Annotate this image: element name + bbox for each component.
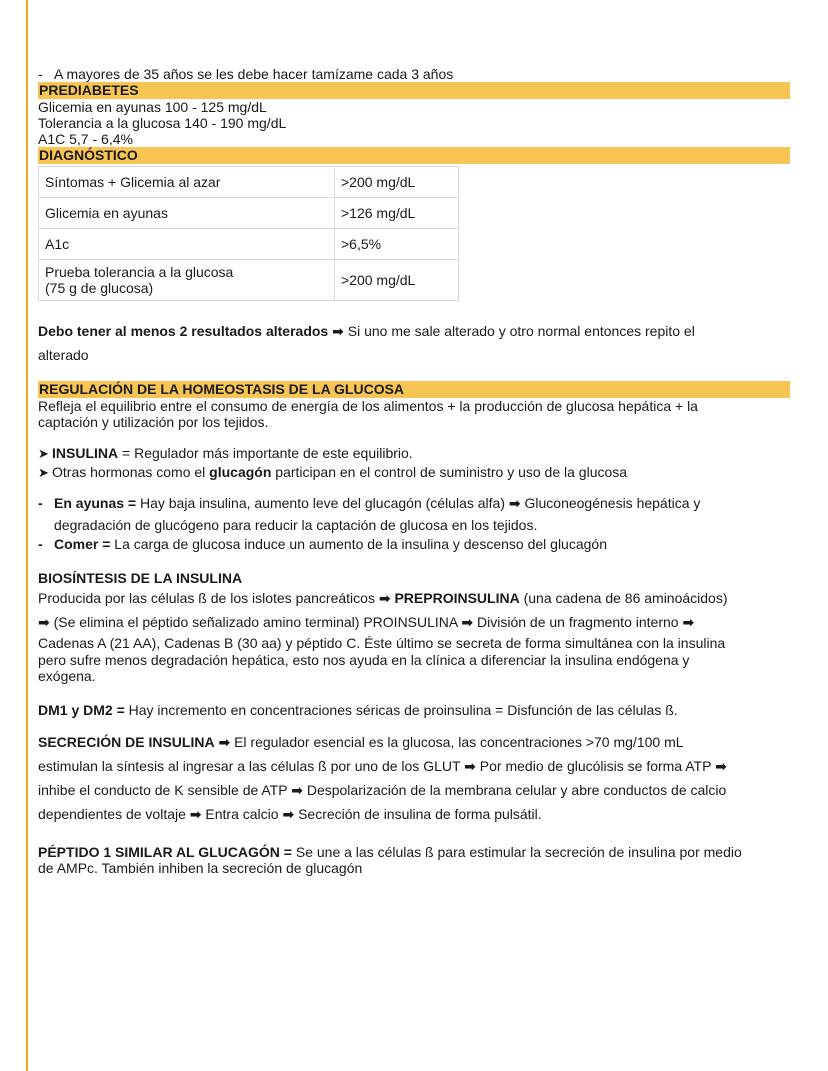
document-page: [38, 66, 790, 876]
regulacion-heading: REGULACIÓN DE LA HOMEOSTASIS DE LA GLUCOSA: [38, 381, 790, 398]
criterion-cell: A1c: [39, 229, 335, 260]
arrow-icon: ➡: [332, 323, 344, 339]
criterion-cell: Síntomas + Glicemia al azar: [39, 167, 335, 198]
biosintesis-section: BIOSÍNTESIS DE LA INSULINA Producida por las células ß de los islotes pancreáticos ➡ PREPROINSULINA (una cadena de 86 aminoácidos) ➡ (Se elimina el péptido señalizado amino terminal) PROINSULINA ➡ División de un fragmento interno ➡ Cadenas A (21 AA), Cadenas B (30 aa) y péptido C. Éste último se secreta de forma simultánea con la insulina pero sufre menos degradación hepática, esto nos ayuda en la clínica a diferenciar la insulina endógena y exógena.: [38, 570, 790, 684]
arrow-icon: ➡: [38, 614, 50, 630]
dash-bullet: -: [38, 536, 43, 552]
glp1-section: PÉPTIDO 1 SIMILAR AL GLUCAGÓN = Se une a las células ß para estimular la secreción de insulina por medio de AMPc. También inhiben la secreción de glucagón: [38, 844, 742, 876]
dash-bullet: -: [38, 495, 43, 511]
arrow-icon: ➡: [291, 782, 303, 798]
arrow-icon: ➡: [378, 590, 391, 606]
secrecion-section: SECRECIÓN DE INSULINA ➡ El regulador esencial es la glucosa, las concentraciones >70 mg/100 mL estimulan la síntesis al ingresar a las células ß por uno de los GLUT ➡ Por medio de glucólisis se forma ATP ➡ inhibe el conducto de K sensible de ATP ➡ Despolarización de la membrana celular y abre conductos de calcio dependientes de voltaje ➡ Entra calcio ➡ Secreción de insulina de forma pulsátil.: [38, 734, 727, 822]
page-margin-line: [26, 0, 28, 1071]
prediabetes-line: A1C 5,7 - 6,4%: [38, 131, 133, 147]
regulacion-bullets: [38, 492, 790, 552]
triangle-bullet-icon: ➤: [38, 446, 49, 461]
biosintesis-heading: BIOSÍNTESIS DE LA INSULINA: [38, 570, 243, 586]
list-item: - Comer = La carga de glucosa induce un aumento de la insulina y descenso del glucagón: [38, 536, 607, 552]
value-cell: >6,5%: [335, 229, 459, 260]
list-item: ➤ INSULINA = Regulador más importante de este equilibrio.: [38, 445, 413, 461]
prediabetes-heading: PREDIABETES: [38, 82, 790, 99]
prediabetes-line: Tolerancia a la glucosa 140 - 190 mg/dL: [38, 115, 287, 131]
arrow-icon: ➡: [189, 806, 202, 822]
regulacion-list: [38, 444, 790, 482]
arrow-icon: ➡: [715, 758, 727, 774]
value-cell: >200 mg/dL: [335, 260, 459, 301]
list-item: ➤ Otras hormonas como el glucagón participan en el control de suministro y uso de la glucosa: [38, 464, 628, 480]
arrow-icon: ➡: [218, 734, 231, 750]
criterion-cell: Prueba tolerancia a la glucosa (75 g de glucosa): [39, 260, 335, 301]
table-row: [39, 260, 459, 301]
triangle-bullet-icon: ➤: [38, 465, 49, 480]
dash-bullet: -: [38, 66, 43, 82]
value-cell: >200 mg/dL: [335, 167, 459, 198]
arrow-icon: ➡: [461, 614, 474, 630]
intro-note: - A mayores de 35 años se les debe hacer tamízame cada 3 años: [38, 66, 454, 82]
dm-note: DM1 y DM2 = Hay incremento en concentraciones séricas de proinsulina = Disfunción de las células ß.: [38, 702, 678, 718]
diagnostico-heading: DIAGNÓSTICO: [38, 147, 790, 164]
diagnostic-criteria-table: [38, 166, 459, 301]
prediabetes-line: Glicemia en ayunas 100 - 125 mg/dL: [38, 99, 267, 115]
arrow-icon: ➡: [682, 614, 695, 630]
regulacion-text: captación y utilización por los tejidos.: [38, 414, 269, 430]
criterion-cell: Glicemia en ayunas: [39, 198, 335, 229]
table-row: [39, 167, 459, 198]
table-row: [39, 198, 459, 229]
arrow-icon: ➡: [464, 758, 476, 774]
diagnostico-note: Debo tener al menos 2 resultados alterados ➡ Si uno me sale alterado y otro normal entonces repito el alterado: [38, 323, 695, 363]
arrow-icon: ➡: [508, 495, 521, 511]
arrow-icon: ➡: [282, 806, 295, 822]
table-row: [39, 229, 459, 260]
list-item: - En ayunas = Hay baja insulina, aumento leve del glucagón (células alfa) ➡ Gluconeogénesis hepática y degradación de glucógeno para reducir la captación de glucosa en los tejidos.: [38, 492, 790, 536]
value-cell: >126 mg/dL: [335, 198, 459, 229]
regulacion-text: Refleja el equilibrio entre el consumo de energía de los alimentos + la producción de glucosa hepática + la: [38, 398, 698, 414]
